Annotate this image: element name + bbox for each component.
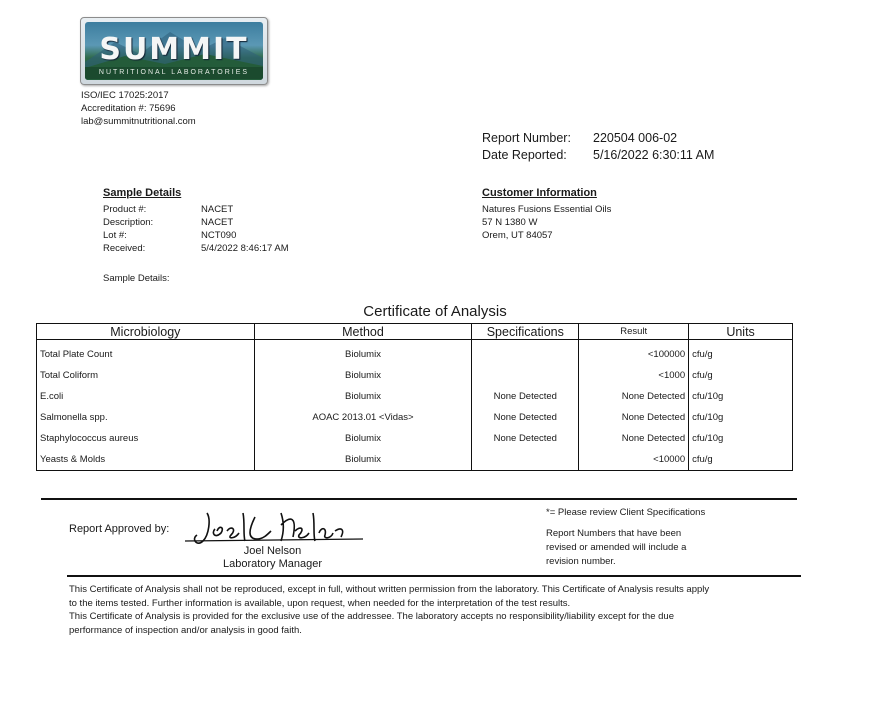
- table-row: [37, 365, 793, 386]
- test-name: Total Plate Count: [37, 340, 255, 366]
- sample-details-note-label: Sample Details:: [103, 273, 170, 284]
- date-reported-value: 5/16/2022 6:30:11 AM: [593, 148, 715, 162]
- date-reported-label: Date Reported:: [482, 148, 567, 162]
- test-spec: None Detected: [472, 428, 579, 449]
- table-row: [37, 428, 793, 449]
- disclaimer: [69, 583, 709, 637]
- disclaimer-line: to the items tested. Further information is available, upon request, when needed for the interpretation of the test results.: [69, 597, 571, 609]
- client-spec-note: *= Please review Client Specifications: [546, 507, 706, 518]
- accreditation-number: Accreditation #: 75696: [81, 103, 176, 114]
- test-name: Staphylococcus aureus: [37, 428, 255, 449]
- test-units: cfu/10g: [689, 407, 793, 428]
- summit-logo: [80, 17, 268, 85]
- report-number-value: 220504 006-02: [593, 131, 678, 145]
- customer-street: 57 N 1380 W: [482, 217, 538, 228]
- test-result: None Detected: [579, 386, 689, 407]
- test-method: Biolumix: [254, 449, 472, 471]
- test-name: Total Coliform: [37, 365, 255, 386]
- description-label: Description:: [103, 217, 154, 228]
- test-units: cfu/g: [689, 340, 793, 366]
- received-value: 5/4/2022 8:46:17 AM: [201, 243, 289, 254]
- test-units: cfu/10g: [689, 386, 793, 407]
- lab-info: [81, 89, 196, 128]
- test-spec: [472, 340, 579, 366]
- test-name: E.coli: [37, 386, 255, 407]
- customer-info-heading: Customer Information: [482, 187, 597, 199]
- test-spec: None Detected: [472, 386, 579, 407]
- revision-note: [546, 527, 686, 569]
- received-label: Received:: [103, 243, 146, 254]
- disclaimer-line: This Certificate of Analysis shall not be reproduced, except in full, without written permission from the laboratory. This Certificate of Analysis results apply: [69, 584, 710, 595]
- test-spec: [472, 365, 579, 386]
- coa-header-row: [37, 324, 793, 340]
- logo-wordmark: SUMMIT: [99, 32, 249, 67]
- header-result: Result: [579, 324, 689, 340]
- test-method: Biolumix: [254, 340, 472, 366]
- header-specifications: Specifications: [472, 324, 579, 340]
- test-method: AOAC 2013.01 <Vidas>: [254, 407, 472, 428]
- revision-note-line: Report Numbers that have been: [546, 528, 682, 539]
- sample-details-labels: [103, 203, 153, 255]
- table-row: [37, 386, 793, 407]
- test-result: None Detected: [579, 428, 689, 449]
- description-value: NACET: [201, 217, 234, 228]
- logo-subtitle: NUTRITIONAL LABORATORIES: [85, 67, 263, 79]
- product-label: Product #:: [103, 204, 147, 215]
- test-result: None Detected: [579, 407, 689, 428]
- disclaimer-line: This Certificate of Analysis is provided for the exclusive use of the addressee. The laboratory accepts no responsibility/liability except for the due: [69, 611, 674, 622]
- lot-value: NCT090: [201, 230, 237, 241]
- test-result: <100000: [579, 340, 689, 366]
- product-value: NACET: [201, 204, 234, 215]
- test-result: <1000: [579, 365, 689, 386]
- table-row: [37, 407, 793, 428]
- divider-lower: [67, 575, 801, 577]
- test-result: <10000: [579, 449, 689, 471]
- header-method: Method: [254, 324, 472, 340]
- test-spec: None Detected: [472, 407, 579, 428]
- test-units: cfu/g: [689, 365, 793, 386]
- approver-block: [185, 545, 360, 571]
- approver-title: Laboratory Manager: [222, 558, 323, 570]
- iso-standard: ISO/IEC 17025:2017: [81, 90, 169, 101]
- header-microbiology: Microbiology: [37, 324, 255, 340]
- customer-city: Orem, UT 84057: [482, 230, 553, 241]
- table-row: [37, 340, 793, 366]
- signature-image: [185, 505, 365, 549]
- customer-address: [482, 203, 611, 242]
- test-method: Biolumix: [254, 386, 472, 407]
- disclaimer-line: performance of inspection and/or analysis in good faith.: [69, 624, 302, 636]
- report-number-label: Report Number:: [482, 131, 571, 145]
- revision-note-line: revision number.: [546, 556, 616, 567]
- test-name: Salmonella spp.: [37, 407, 255, 428]
- sample-details-heading: Sample Details: [103, 187, 182, 199]
- approved-by-label: Report Approved by:: [69, 523, 170, 535]
- coa-title: Certificate of Analysis: [363, 303, 507, 320]
- header-units: Units: [689, 324, 793, 340]
- test-units: cfu/10g: [689, 428, 793, 449]
- divider-upper: [41, 498, 797, 500]
- test-name: Yeasts & Molds: [37, 449, 255, 471]
- lab-email: lab@summitnutritional.com: [81, 116, 196, 127]
- approver-name: Joel Nelson: [243, 545, 302, 557]
- revision-note-line: revised or amended will include a: [546, 542, 687, 553]
- table-row: [37, 449, 793, 471]
- test-method: Biolumix: [254, 428, 472, 449]
- coa-table: [36, 323, 793, 471]
- customer-name: Natures Fusions Essential Oils: [482, 204, 612, 215]
- test-units: cfu/g: [689, 449, 793, 471]
- test-spec: [472, 449, 579, 471]
- lot-label: Lot #:: [103, 230, 127, 241]
- test-method: Biolumix: [254, 365, 472, 386]
- sample-details-values: [201, 203, 289, 255]
